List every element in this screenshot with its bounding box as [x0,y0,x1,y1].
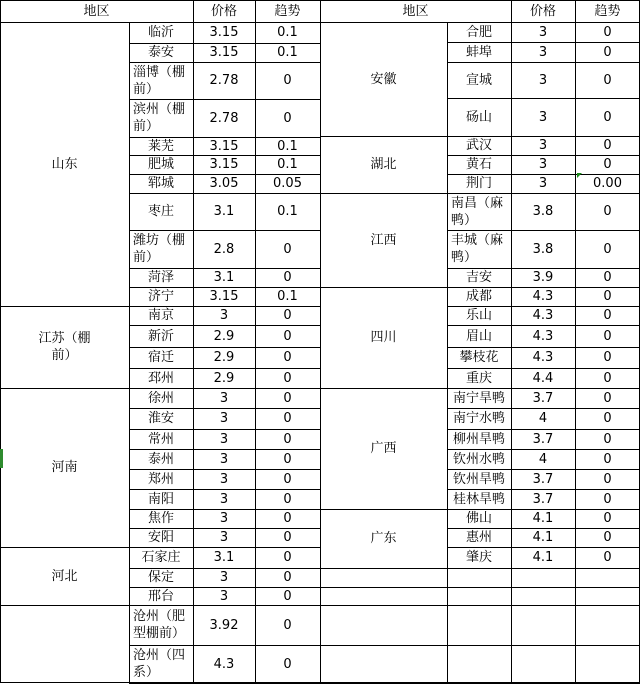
price-cell: 3.1 [213,270,235,285]
region-group-cell: 湖北 [370,157,397,172]
grid-line [447,22,448,683]
price-cell: 4.3 [532,308,554,323]
city-cell: 潍坊（棚前） [133,233,186,265]
city-cell: 钦州水鸭 [452,451,505,467]
price-cell: 3.8 [532,204,554,219]
trend-cell: 0 [283,308,292,323]
trend-cell: 0 [603,204,612,219]
trend-cell: 0 [603,157,612,172]
grid-line [511,0,512,683]
city-cell: 肇庆 [465,550,492,565]
trend-cell: 0 [603,411,612,426]
trend-cell: 0 [603,370,612,386]
grid-line [0,605,129,606]
grid-line [129,22,130,683]
trend-cell: 0 [603,138,612,153]
price-cell: 3.05 [209,176,239,191]
trend-cell: 0 [603,109,612,125]
trend-cell: 0.1 [277,138,298,154]
trend-cell: 0 [283,471,292,487]
city-cell: 肥城 [147,157,174,172]
price-cell: 3 [219,570,229,585]
trend-cell: 0 [603,328,612,344]
trend-cell: 0 [603,431,612,447]
trend-cell: 0 [283,570,292,585]
city-cell: 合肥 [465,24,492,40]
price-cell: 3.7 [532,491,554,507]
price-cell: 4.1 [532,511,554,526]
trend-cell: 0 [283,511,292,526]
city-cell: 邢台 [147,588,174,604]
price-cell: 3.15 [209,25,239,40]
header-left-region: 地区 [83,3,110,19]
trend-cell: 0 [603,530,612,545]
price-cell: 3.92 [209,617,239,633]
trend-cell: 0 [603,44,612,60]
trend-cell: 0 [283,491,292,507]
trend-cell: 0 [283,550,292,565]
header-right-trend: 趋势 [594,3,621,19]
city-cell: 柳州旱鸭 [452,431,505,447]
region-group-cell: 山东 [51,156,78,172]
trend-cell: 0 [603,471,612,487]
trend-cell: 0.05 [273,176,302,191]
city-cell: 沧州（四系） [133,648,186,680]
trend-cell: 0 [603,241,612,257]
price-cell: 3 [538,176,548,191]
trend-cell: 0 [603,451,612,467]
left-border [0,0,1,683]
city-cell: 钦州旱鸭 [452,471,505,487]
city-cell: 泰州 [147,451,174,467]
header-left-trend: 趋势 [274,3,301,19]
trend-cell: 0 [283,411,292,426]
city-cell: 佛山 [465,511,492,526]
city-cell: 惠州 [465,530,492,545]
price-cell: 2.78 [209,73,239,88]
price-cell: 3 [219,411,229,426]
price-cell: 3.1 [213,204,235,219]
city-cell: 徐州 [147,390,174,406]
price-cell: 3.15 [209,157,239,172]
region-group-cell: 四川 [370,330,397,345]
trend-cell: 0 [283,73,292,88]
trend-cell: 0 [603,24,612,40]
grid-line [320,568,640,569]
trend-cell: 0 [283,451,292,467]
trend-cell: 0 [283,350,292,365]
city-cell: 黄石 [465,157,492,172]
city-cell: 焦作 [147,511,174,526]
price-cell: 2.9 [213,370,235,386]
price-cell: 3 [219,390,229,406]
trend-cell: 0 [283,617,292,633]
region-group-cell: 安徽 [370,71,397,87]
trend-cell: 0 [283,370,292,386]
city-cell: 桂林旱鸭 [452,491,505,507]
region-group-cell: 江西 [370,232,397,248]
trend-cell: 0 [283,270,292,285]
grid-line [575,0,576,683]
city-cell: 荆门 [465,176,492,191]
header-right-region: 地区 [402,3,429,19]
city-cell: 眉山 [465,328,492,344]
trend-cell: 0 [283,328,292,344]
grid-line [320,605,640,606]
price-cell: 4.1 [532,530,554,545]
price-cell: 3 [538,72,548,88]
city-cell: 南宁水鸭 [452,411,505,426]
price-cell: 3 [219,471,229,487]
city-cell: 莱芜 [147,138,174,154]
city-cell: 淮安 [147,411,174,426]
trend-cell: 0 [283,390,292,406]
city-cell: 济宁 [147,289,174,304]
city-cell: 新沂 [147,328,174,344]
price-cell: 4.3 [532,350,554,365]
price-cell: 3 [219,530,229,545]
trend-cell: 0.00 [593,176,622,191]
region-group-cell: 广西 [370,441,397,456]
city-cell: 宿迁 [147,350,174,365]
price-cell: 3.15 [209,289,239,304]
trend-cell: 0 [603,289,612,304]
price-cell: 3 [538,138,548,153]
trend-cell: 0 [283,241,292,257]
price-cell: 3 [538,24,548,40]
city-cell: 重庆 [465,370,492,386]
grid-line [193,0,194,683]
trend-cell: 0 [603,550,612,565]
city-cell: 郑州 [147,471,174,487]
price-cell: 3 [538,157,548,172]
city-cell: 枣庄 [147,204,174,219]
price-cell: 3.9 [532,270,554,285]
comment-indicator-icon [577,173,582,178]
grid-line [255,0,256,683]
price-cell: 3.1 [213,550,235,565]
city-cell: 淄博（棚前） [133,64,186,97]
price-cell: 4.1 [532,550,554,565]
price-cell: 3 [219,308,229,323]
city-cell: 蚌埠 [465,44,492,60]
city-cell: 砀山 [465,109,492,125]
city-cell: 郓城 [147,176,174,191]
city-cell: 武汉 [465,138,492,153]
trend-cell: 0 [603,511,612,526]
trend-cell: 0.1 [277,157,298,172]
city-cell: 泰安 [147,45,174,60]
price-cell: 4 [538,451,548,467]
trend-cell: 0 [603,72,612,88]
price-cell: 3 [219,491,229,507]
trend-cell: 0 [603,390,612,406]
price-cell: 2.78 [209,110,239,126]
price-cell: 3 [219,588,229,604]
price-cell: 2.9 [213,350,235,365]
city-cell: 南昌（麻鸭） [451,195,504,228]
header-left-price: 价格 [210,3,237,19]
price-cell: 3 [219,511,229,526]
city-cell: 成都 [465,289,492,304]
active-cell-marker [0,449,3,468]
price-cell: 3.15 [209,138,239,154]
price-cell: 4.3 [213,656,235,672]
trend-cell: 0.1 [277,289,298,304]
price-cell: 4 [538,411,548,426]
trend-cell: 0.1 [277,45,298,60]
city-cell: 保定 [147,570,174,585]
city-cell: 菏泽 [147,270,174,285]
trend-cell: 0 [283,656,292,672]
trend-cell: 0 [603,270,612,285]
price-cell: 3.7 [532,431,554,447]
price-cell: 3.15 [209,45,239,60]
price-cell: 4.4 [532,370,554,386]
trend-cell: 0 [283,431,292,447]
price-cell: 4.3 [532,328,554,344]
price-cell: 3 [219,451,229,467]
region-group-cell: 江苏（棚前） [38,331,91,363]
trend-cell: 0 [603,350,612,365]
header-right-price: 价格 [529,3,556,19]
city-cell: 滨州（棚前） [133,102,186,134]
price-cell: 3.7 [532,471,554,487]
city-cell: 丰城（麻鸭） [451,233,504,265]
price-cell: 2.9 [213,328,235,344]
trend-cell: 0 [283,588,292,604]
city-cell: 宣城 [465,72,492,88]
city-cell: 南宁旱鸭 [452,390,505,406]
city-cell: 安阳 [147,530,174,545]
grid-line [320,0,321,683]
city-cell: 邳州 [147,370,174,386]
price-cell: 3 [538,109,548,125]
price-cell: 4.3 [532,289,554,304]
city-cell: 南京 [147,308,174,323]
trend-cell: 0 [283,530,292,545]
trend-cell: 0.1 [277,204,298,219]
region-group-cell: 广东 [370,531,397,546]
trend-cell: 0.1 [277,25,298,40]
city-cell: 沧州（肥型棚前） [133,609,186,641]
city-cell: 吉安 [465,270,492,285]
city-cell: 临沂 [147,25,174,40]
price-cell: 3 [538,44,548,60]
trend-cell: 0 [283,110,292,126]
region-group-cell: 河南 [51,460,78,475]
grid-line [320,587,640,588]
price-cell: 2.8 [213,241,235,257]
region-group-cell: 河北 [51,568,78,584]
city-cell: 石家庄 [141,550,181,565]
city-cell: 攀枝花 [459,350,499,365]
price-cell: 3 [219,431,229,447]
price-cell: 3.8 [532,241,554,257]
city-cell: 常州 [147,431,174,447]
city-cell: 乐山 [465,308,492,323]
grid-line [320,645,640,646]
city-cell: 南阳 [147,491,174,507]
trend-cell: 0 [603,308,612,323]
price-cell: 3.7 [532,390,554,406]
trend-cell: 0 [603,491,612,507]
